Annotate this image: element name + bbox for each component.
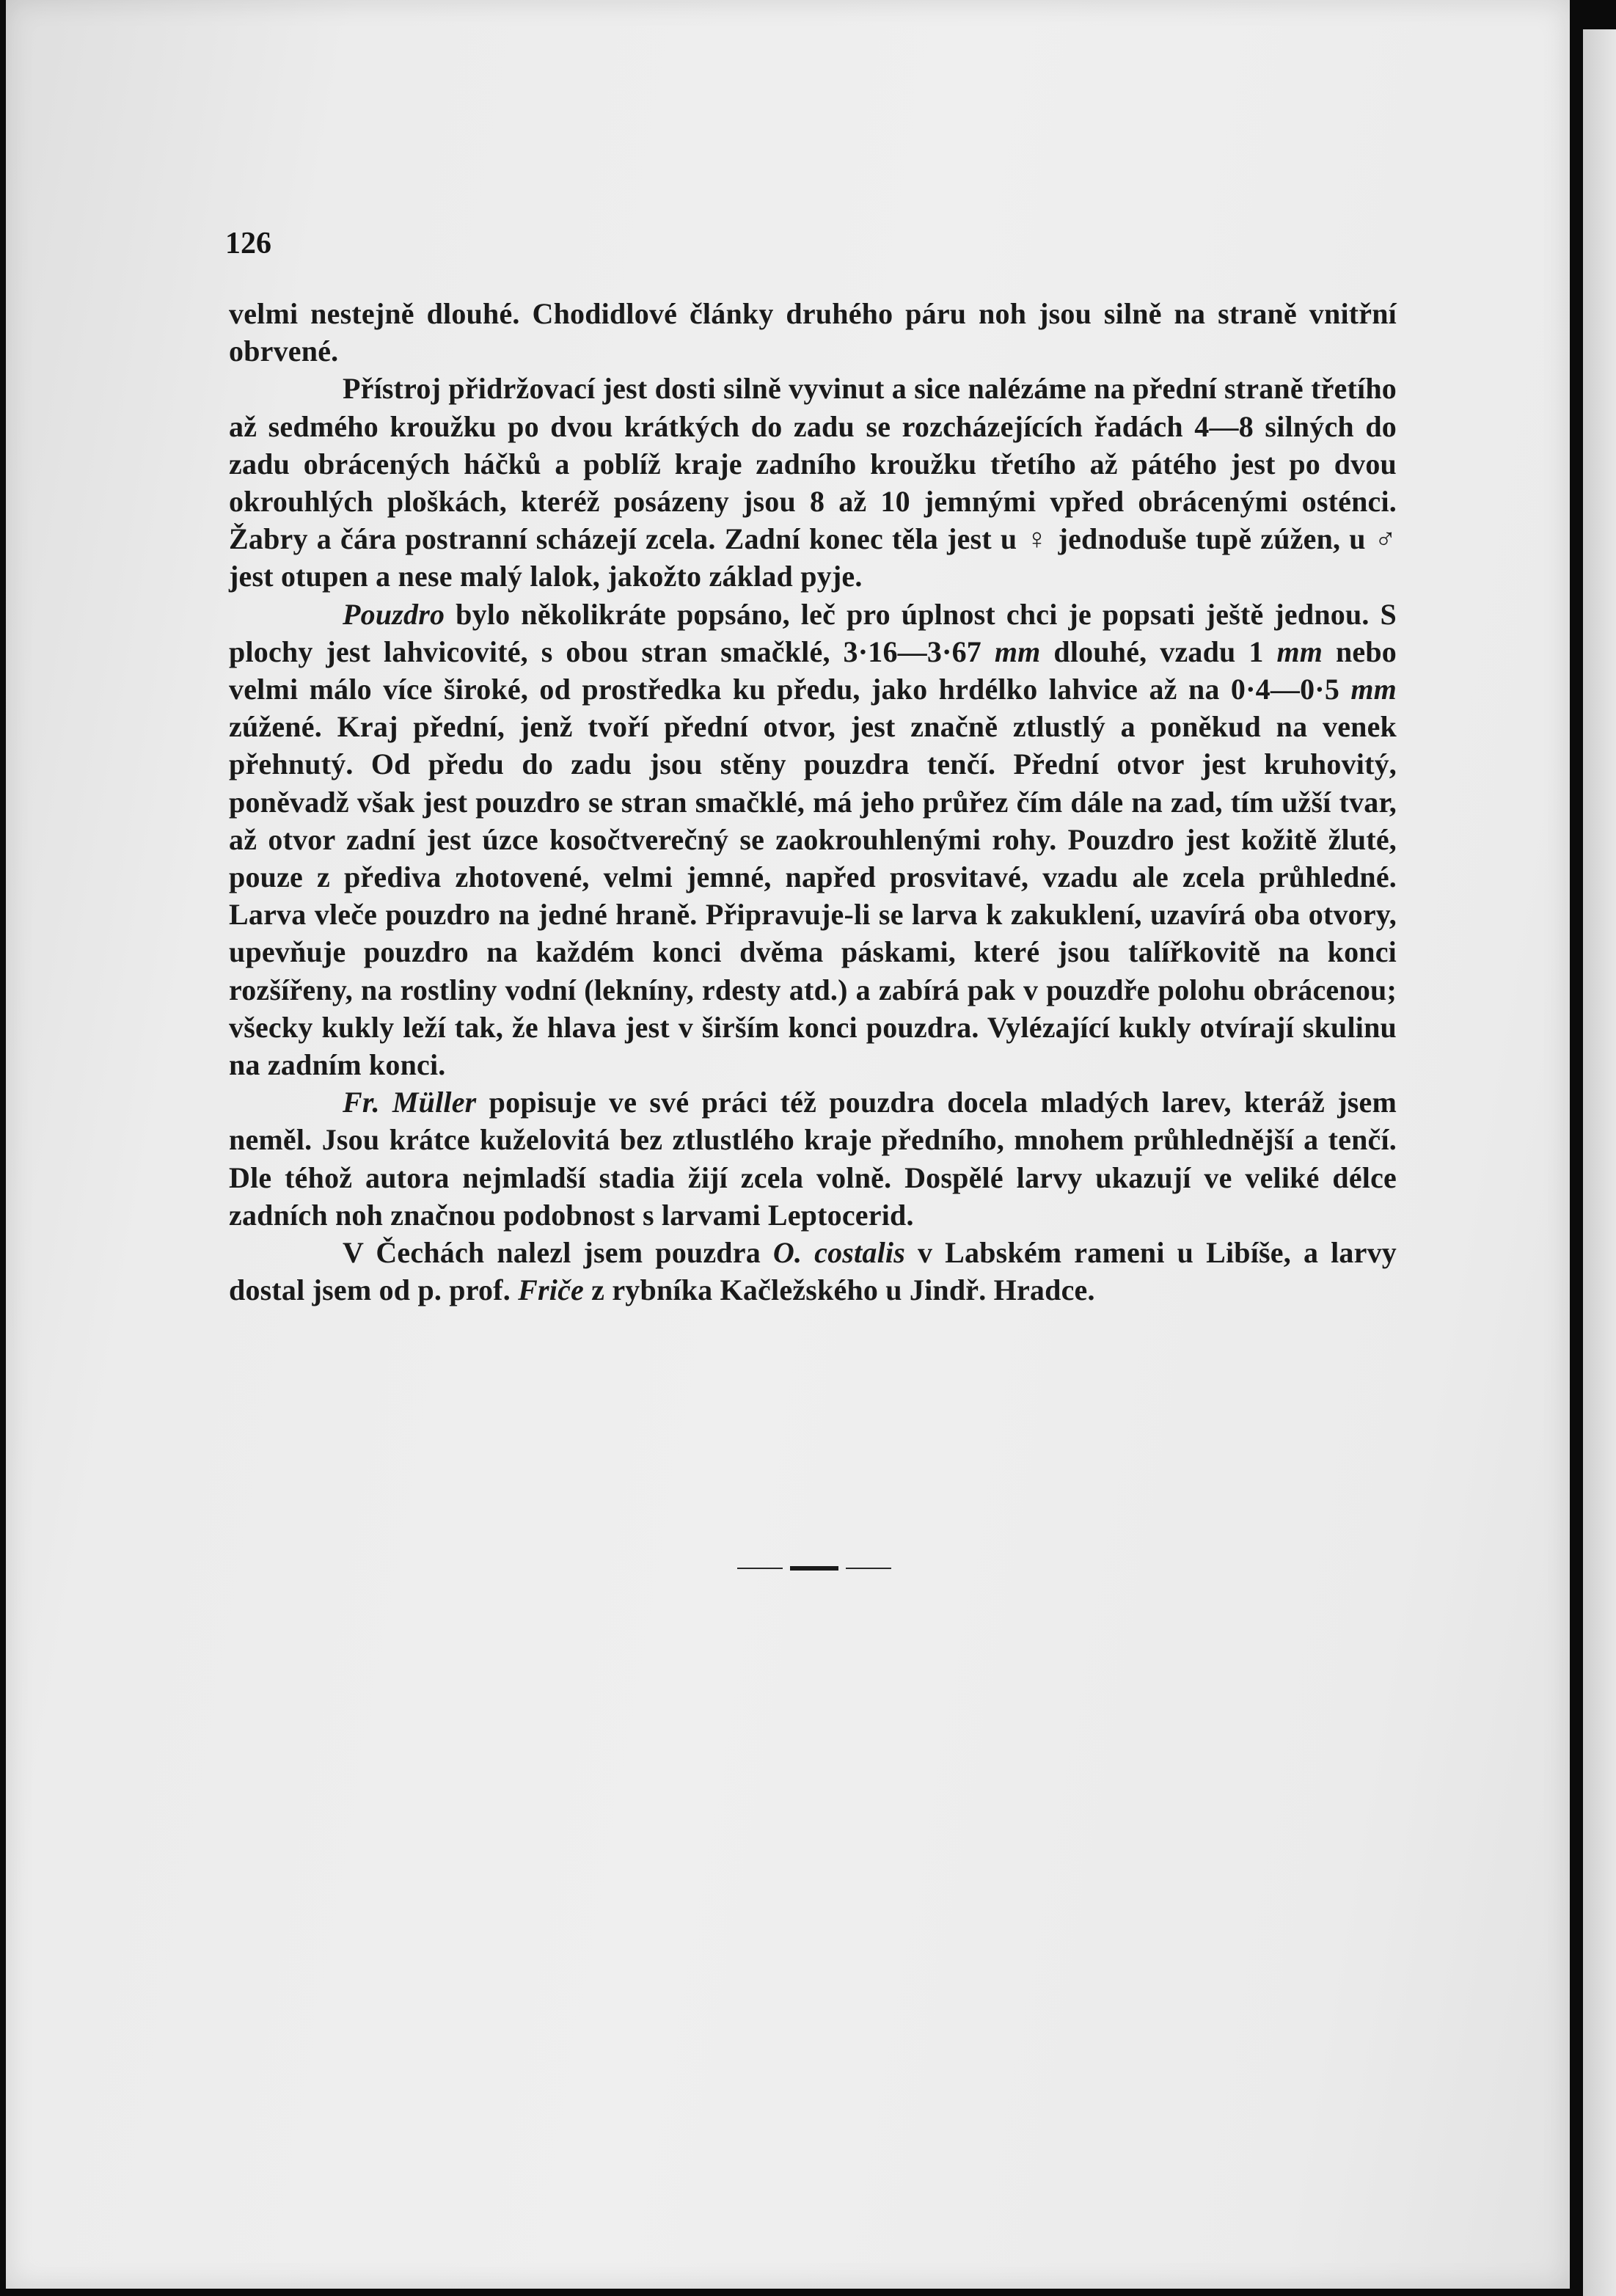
- text-run: popisuje ve své práci též pouzdra docela mladých larev, kteráž jsem neměl. Jsou krátce kuželovitá bez ztlustlého kraje předního, mnohem průhlednější a tenčí. Dle téhož autora nejmladší stadia žijí zcela volně. Dospělé larvy ukazují ve veliké délce zadních noh značnou podobnost s larvami Leptocerid.: [229, 1086, 1397, 1232]
- italic-text: O. costalis: [772, 1236, 905, 1270]
- text-run: Přístroj přidržovací jest dosti silně vyvinut a sice nalézáme na přední straně třetího až sedmého kroužku po dvou krátkých do zadu se rozcházejících řadách 4—8 silných do zadu obrácených háčků a poblíž kraje zadního kroužku třetího až pátého jest po dvou okrouhlých ploškách, kteréž posázeny jsou 8 až 10 jemnými vpřed obrácenými osténci. Žabry a čára postranní scházejí zcela. Zadní konec těla jest u ♀ jednoduše tupě zúžen, u ♂ jest otupen a nese malý lalok, jakožto základ pyje.: [229, 372, 1397, 593]
- text-run: zúžené. Kraj přední, jenž tvoří přední otvor, jest značně ztlustlý a poněkud na venek přehnutý. Od předu do zadu jsou stěny pouzdra tenčí. Přední otvor jest kruhovitý, poněvadž však jest pouzdro se stran smačklé, má jeho průřez čím dále na zad, tím užší tvar, až otvor zadní jest úzce kosočtverečný se zaokrouhlenými rohy. Pouzdro jest kožitě žluté, pouze z přediva zhotovené, velmi jemné, napřed prosvitavé, vzadu ale zcela průhledné. Larva vleče pouzdro na jedné hraně. Připravuje-li se larva k zakuklení, uzavírá oba otvory, upevňuje pouzdro na každém konci dvěma páskami, které jsou talířkovitě na konci rozšířeny, na rostliny vodní (lekníny, rdesty atd.) a zabírá pak v pouzdře polohu obrácenou; všecky kukly leží tak, že hlava jest v širším konci pouzdra. Vylézající kukly otvírají skulinu na zadním konci.: [229, 710, 1397, 1082]
- text-run: v Labském rameni u Libíše, a larvy dostal jsem od p. prof.: [229, 1236, 1397, 1307]
- italic-text: Friče: [518, 1273, 584, 1307]
- body-text: [229, 295, 1397, 1309]
- paragraph: [229, 1083, 1397, 1234]
- next-page-edge: [1583, 29, 1616, 2296]
- italic-text: Fr. Müller: [343, 1086, 477, 1119]
- separator-center-rule: [790, 1566, 838, 1571]
- page-number: 126: [225, 227, 271, 260]
- paragraph: [229, 370, 1397, 595]
- paragraph: [229, 295, 1397, 370]
- separator-right-rule: [846, 1568, 891, 1569]
- italic-text: mm: [1350, 673, 1397, 706]
- text-run: dlouhé, vzadu 1: [1040, 635, 1277, 668]
- italic-text: mm: [994, 635, 1041, 668]
- italic-text: mm: [1276, 635, 1323, 668]
- section-separator: [737, 1566, 891, 1571]
- text-run: bylo několikráte popsáno, leč pro úplnost chci je popsati ještě jednou. S plochy jest lahvicovité, s obou stran smačklé, 3·16—3·67: [229, 597, 1397, 668]
- separator-left-rule: [737, 1568, 783, 1569]
- text-run: z rybníka Kačležského u Jindř. Hradce.: [583, 1273, 1095, 1307]
- text-run: nebo velmi málo více široké, od prostředka ku předu, jako hrdélko lahvice až na 0·4—0·5: [229, 635, 1397, 706]
- italic-text: Pouzdro: [343, 597, 445, 631]
- text-run: V Čechách nalezl jsem pouzdra: [343, 1236, 773, 1270]
- text-run: velmi nestejně dlouhé. Chodidlové články druhého páru noh jsou silně na straně vnitřní obrvené.: [229, 297, 1397, 368]
- paragraph: [229, 1234, 1397, 1309]
- paragraph: [229, 596, 1397, 1084]
